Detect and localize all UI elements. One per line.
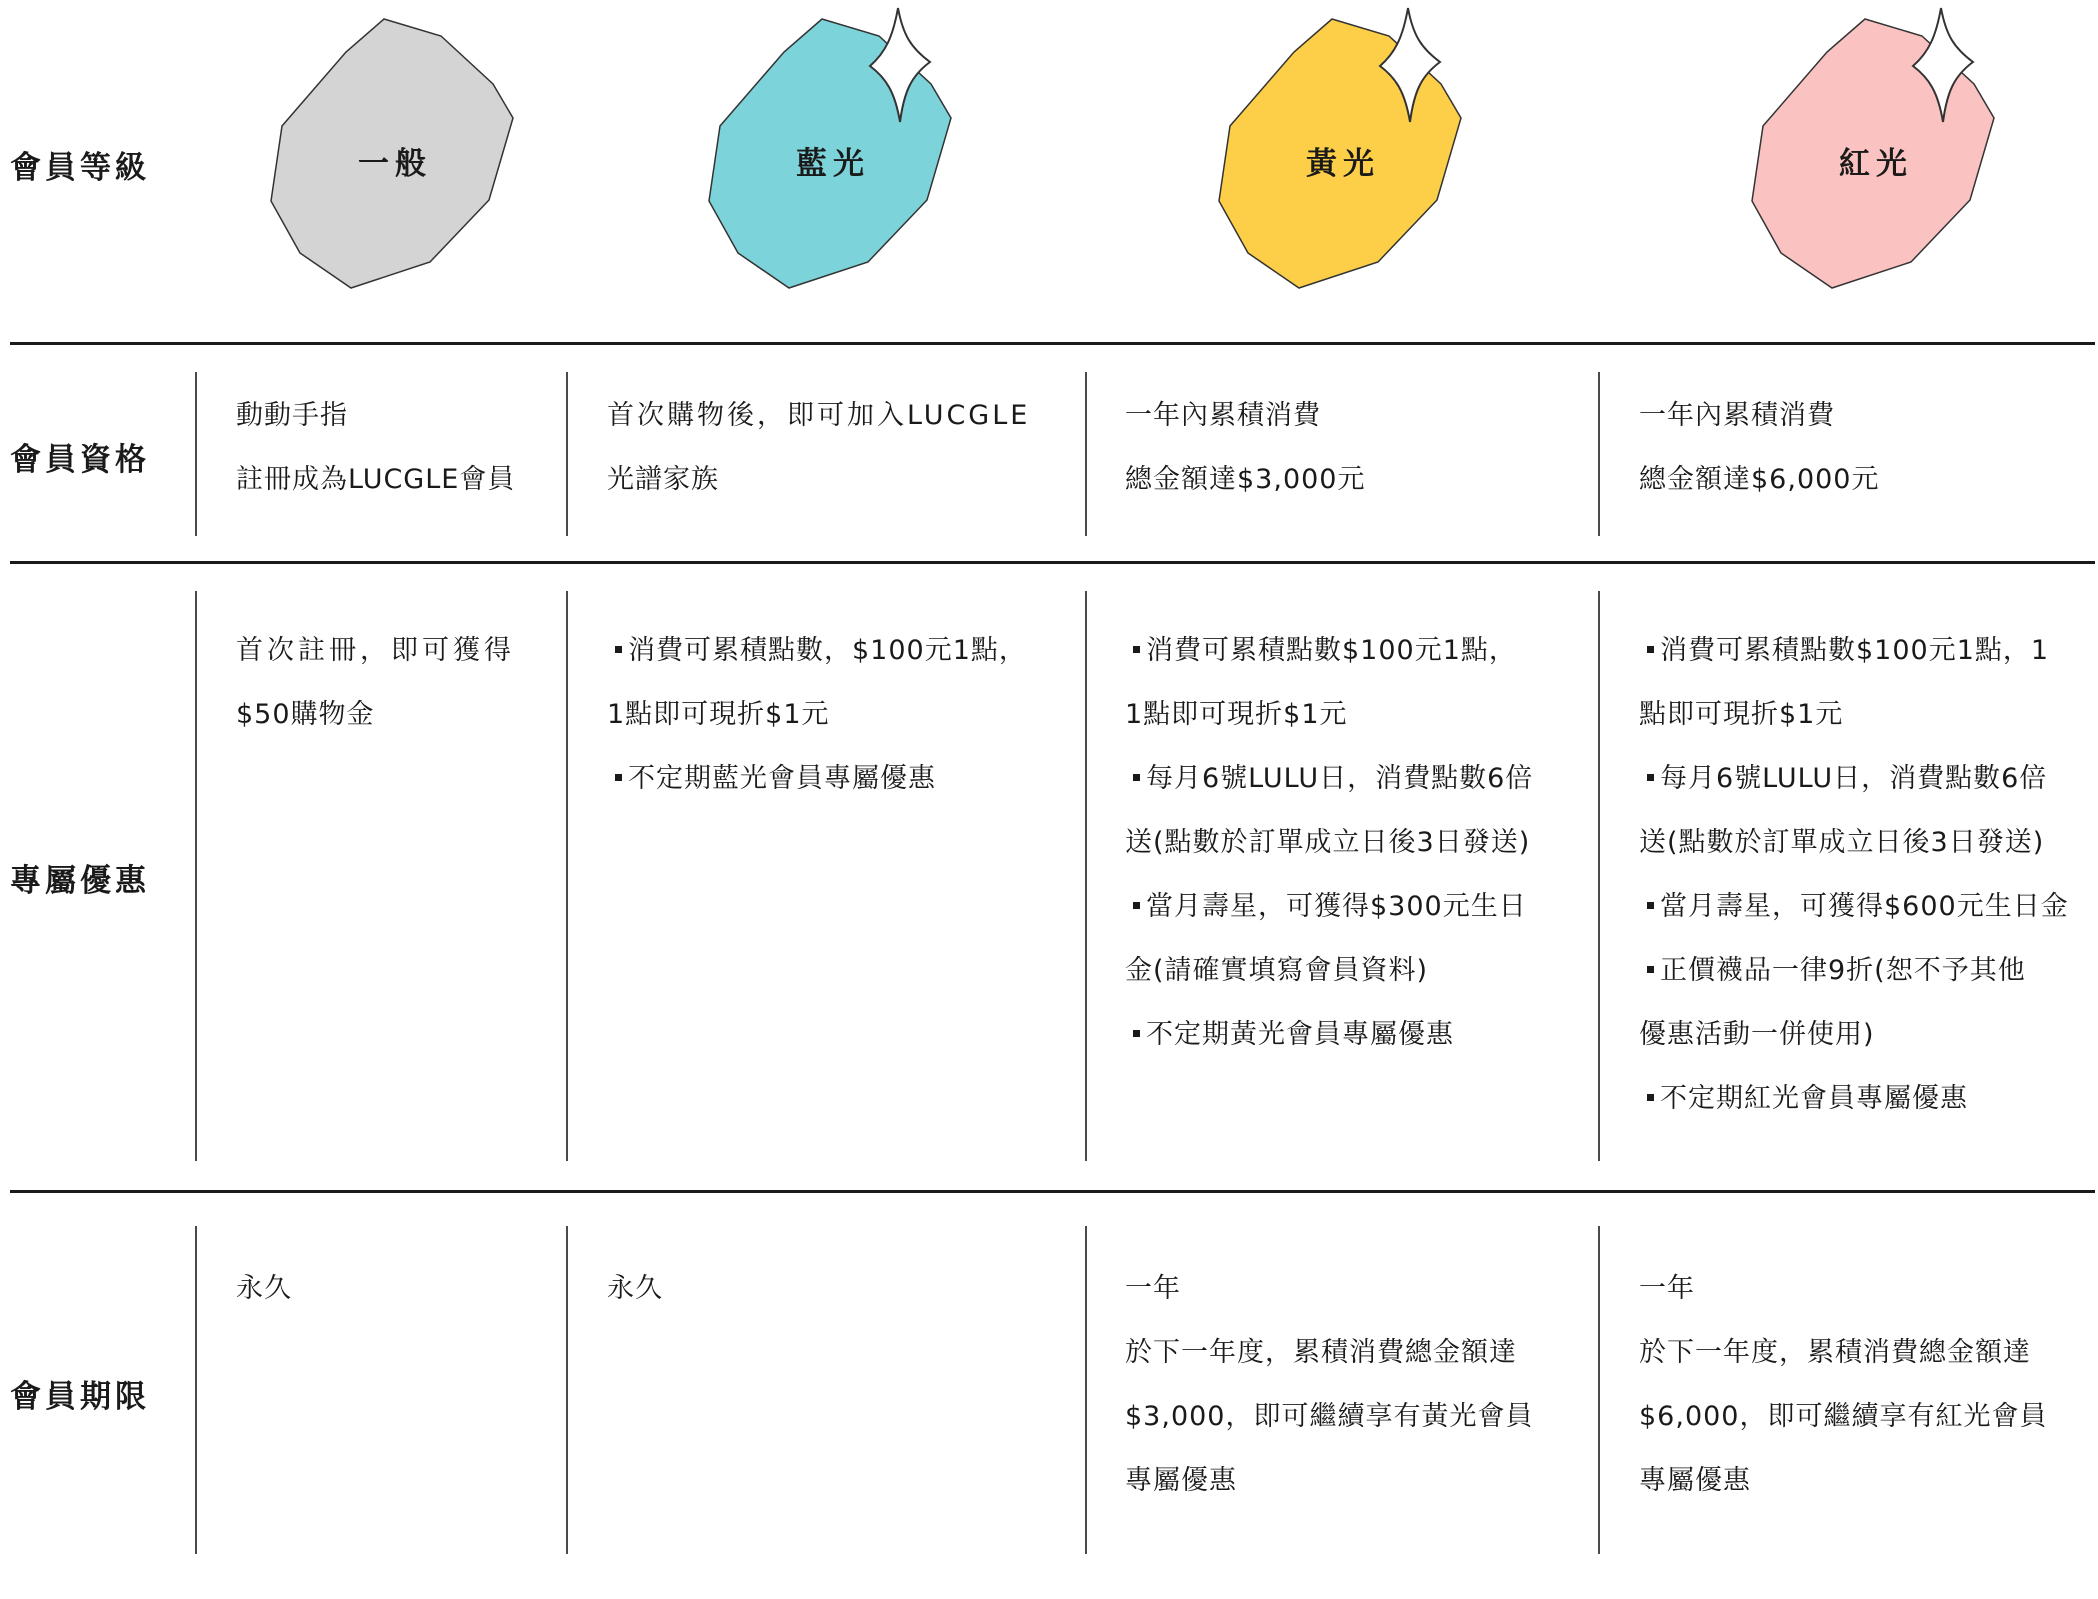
- cell-text: 總金額達$3,000元: [1125, 464, 1366, 495]
- tier-label-yellow: 黃光: [1306, 146, 1380, 182]
- cell-text: 送(點數於訂單成立日後3日發送): [1639, 827, 2045, 858]
- column-divider: [195, 1226, 197, 1554]
- benefits-blue: [607, 619, 1027, 811]
- cell-text: 正價襪品一律9折(恕不予其他: [1660, 955, 2026, 986]
- row-divider: [10, 561, 2095, 564]
- cell-text: $3,000，即可繼續享有黃光會員: [1125, 1401, 1534, 1432]
- row-label-level: 會員等級: [10, 150, 150, 186]
- qualification-red: [1639, 384, 1879, 512]
- tier-label-red: 紅光: [1839, 146, 1913, 182]
- bullet-icon: [1647, 646, 1654, 653]
- cell-text: 首次購物後，即可加入LUCGLE: [607, 400, 1031, 431]
- qualification-yellow: [1125, 384, 1365, 512]
- column-divider: [1598, 591, 1600, 1161]
- column-divider: [1085, 591, 1087, 1161]
- qualification-blue: [607, 384, 1030, 512]
- cell-text: 首次註冊，即可獲得: [236, 635, 515, 666]
- cell-text: 不定期紅光會員專屬優惠: [1660, 1083, 1968, 1114]
- cell-text: 一年內累積消費: [1125, 400, 1321, 431]
- validity-red: [1639, 1257, 2047, 1513]
- row-label-validity: 會員期限: [10, 1379, 150, 1415]
- cell-text: 金(請確實填寫會員資料): [1125, 955, 1429, 986]
- cell-text: 當月壽星，可獲得$300元生日: [1146, 891, 1527, 922]
- cell-text: $50購物金: [236, 699, 375, 730]
- bullet-icon: [1133, 646, 1140, 653]
- validity-general: [236, 1257, 292, 1321]
- row-label-qualification: 會員資格: [10, 442, 150, 478]
- row-label-benefits: 專屬優惠: [10, 863, 150, 899]
- validity-blue: [607, 1257, 663, 1321]
- row-divider: [10, 342, 2095, 345]
- cell-text: 每月6號LULU日，消費點數6倍: [1660, 763, 2048, 794]
- tier-badge-yellow: [1213, 0, 1513, 300]
- column-divider: [195, 591, 197, 1161]
- benefits-red: [1639, 619, 2069, 1131]
- cell-text: 不定期黃光會員專屬優惠: [1146, 1019, 1454, 1050]
- cell-text: 總金額達$6,000元: [1639, 464, 1880, 495]
- cell-text: 專屬優惠: [1639, 1465, 1751, 1496]
- cell-text: 一年: [1639, 1273, 1695, 1304]
- cell-text: 於下一年度，累積消費總金額達: [1639, 1337, 2031, 1368]
- cell-text: 永久: [236, 1273, 292, 1304]
- row-divider: [10, 1190, 2095, 1193]
- tier-badge-red: [1746, 0, 2046, 300]
- tier-label-blue: 藍光: [796, 146, 870, 182]
- column-divider: [1598, 1226, 1600, 1554]
- bullet-icon: [1647, 902, 1654, 909]
- qualification-general: [236, 384, 515, 512]
- tier-badge-general: [265, 0, 565, 300]
- bullet-icon: [1647, 774, 1654, 781]
- cell-text: 光譜家族: [607, 464, 719, 495]
- bullet-icon: [1647, 966, 1654, 973]
- column-divider: [566, 372, 568, 536]
- cell-text: 消費可累積點數$100元1點，1: [1660, 635, 2050, 666]
- benefits-yellow: [1125, 619, 1533, 1067]
- bullet-icon: [615, 646, 622, 653]
- column-divider: [195, 372, 197, 536]
- cell-text: 一年: [1125, 1273, 1181, 1304]
- tier-badge-blue: [703, 0, 1003, 300]
- cell-text: 點即可現折$1元: [1639, 699, 1844, 730]
- cell-text: 一年內累積消費: [1639, 400, 1835, 431]
- bullet-icon: [1133, 774, 1140, 781]
- bullet-icon: [1133, 902, 1140, 909]
- column-divider: [566, 1226, 568, 1554]
- cell-text: 消費可累積點數，$100元1點，: [628, 635, 1027, 666]
- column-divider: [1085, 1226, 1087, 1554]
- cell-text: 專屬優惠: [1125, 1465, 1237, 1496]
- column-divider: [566, 591, 568, 1161]
- cell-text: 優惠活動一併使用): [1639, 1019, 1875, 1050]
- cell-text: 1點即可現折$1元: [607, 699, 830, 730]
- cell-text: 每月6號LULU日，消費點數6倍: [1146, 763, 1534, 794]
- bullet-icon: [1133, 1030, 1140, 1037]
- cell-text: 1點即可現折$1元: [1125, 699, 1348, 730]
- cell-text: $6,000，即可繼續享有紅光會員: [1639, 1401, 2048, 1432]
- validity-yellow: [1125, 1257, 1533, 1513]
- column-divider: [1598, 372, 1600, 536]
- bullet-icon: [1647, 1094, 1654, 1101]
- cell-text: 動動手指: [236, 400, 348, 431]
- cell-text: 消費可累積點數$100元1點，: [1146, 635, 1517, 666]
- cell-text: 永久: [607, 1273, 663, 1304]
- cell-text: 註冊成為LUCGLE會員: [236, 464, 516, 495]
- benefits-general: [236, 619, 515, 747]
- tier-label-general: 一般: [358, 146, 432, 182]
- cell-text: 於下一年度，累積消費總金額達: [1125, 1337, 1517, 1368]
- cell-text: 送(點數於訂單成立日後3日發送): [1125, 827, 1531, 858]
- column-divider: [1085, 372, 1087, 536]
- bullet-icon: [615, 774, 622, 781]
- cell-text: 當月壽星，可獲得$600元生日金: [1660, 891, 2069, 922]
- cell-text: 不定期藍光會員專屬優惠: [628, 763, 936, 794]
